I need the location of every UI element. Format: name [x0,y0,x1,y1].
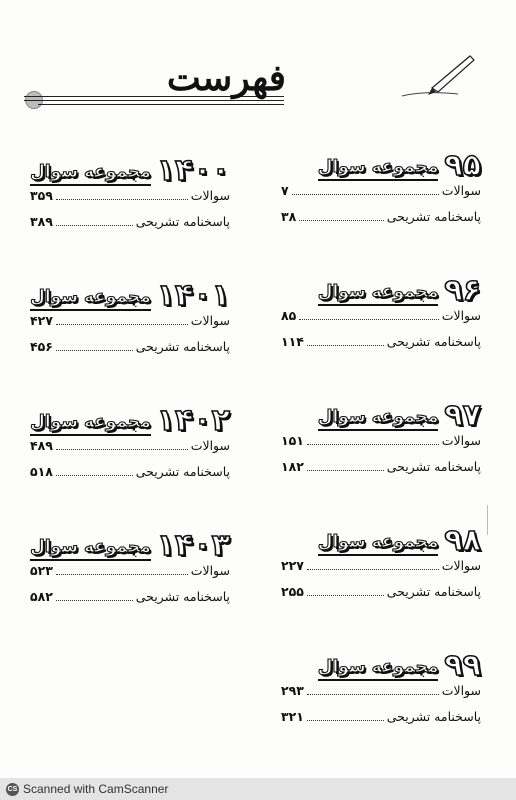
dot-leader [56,323,188,325]
entry-label: پاسخنامه تشریحی [135,214,230,229]
dot-leader [299,219,383,221]
entry-page: ۱۵۱ [281,433,304,448]
entry-page: ۳۸۹ [30,214,53,229]
camscanner-logo-icon: CS [6,783,19,796]
toc-right-column [281,145,481,770]
dot-leader [299,318,438,320]
toc-section [30,150,230,238]
page-edge-mark [487,505,488,535]
section-number: ۱۴۰۱ [156,278,230,313]
entry-label: سوالات [441,558,481,573]
scanner-footer [0,778,516,800]
section-number: ۹۶ [444,273,481,308]
entry-page: ۱۸۲ [281,459,304,474]
toc-entry[interactable] [281,209,481,233]
entry-page: ۳۲۱ [281,709,304,724]
entry-page: ۳۸ [281,209,297,224]
entry-label: پاسخنامه تشریحی [386,709,481,724]
dot-leader [307,594,384,596]
entry-label: سوالات [441,308,481,323]
entry-label: سوالات [441,433,481,448]
toc-section [281,395,481,483]
toc-entry[interactable] [281,584,481,608]
dot-leader [307,719,384,721]
entry-label: پاسخنامه تشریحی [386,584,481,599]
entry-page: ۵۸۲ [30,589,53,604]
toc-entry[interactable] [30,339,230,363]
dot-leader [56,349,133,351]
toc-left-column [30,150,230,650]
section-title: مجموعه سوال [318,159,439,181]
entry-page: ۲۲۷ [281,558,304,573]
toc-section [281,270,481,358]
toc-section [30,275,230,363]
entry-page: ۳۵۹ [30,188,53,203]
entry-page: ۴۸۹ [30,438,53,453]
toc-section [281,145,481,233]
entry-label: سوالات [441,183,481,198]
toc-entry[interactable] [30,589,230,613]
entry-label: پاسخنامه تشریحی [386,459,481,474]
section-title: مجموعه سوال [30,164,151,186]
section-number: ۱۴۰۰ [156,153,230,188]
dot-leader [307,693,439,695]
section-number: ۱۴۰۳ [156,528,230,563]
toc-entry[interactable] [281,709,481,733]
header-rule [24,100,284,102]
dot-leader [56,198,188,200]
dot-leader [56,573,188,575]
section-number: ۹۵ [444,148,481,183]
scanner-watermark-text: Scanned with CamScanner [23,782,169,796]
entry-page: ۵۲۳ [30,563,53,578]
section-title: مجموعه سوال [30,539,151,561]
toc-entry[interactable] [30,563,230,587]
entry-page: ۷ [281,183,289,198]
toc-entry[interactable] [30,438,230,462]
section-title: مجموعه سوال [318,659,439,681]
section-number: ۹۸ [444,523,481,558]
toc-section [30,525,230,613]
dot-leader [307,568,439,570]
dot-leader [56,224,133,226]
section-number: ۹۹ [444,648,481,683]
page-title: فهرست [166,57,286,99]
entry-page: ۴۲۷ [30,313,53,328]
toc-entry[interactable] [281,558,481,582]
entry-page: ۲۵۵ [281,584,304,599]
toc-entry[interactable] [281,334,481,358]
entry-label: پاسخنامه تشریحی [135,464,230,479]
entry-label: سوالات [190,188,230,203]
entry-label: سوالات [441,683,481,698]
entry-page: ۸۵ [281,308,297,323]
dot-leader [307,443,439,445]
section-number: ۹۷ [444,398,481,433]
toc-entry[interactable] [281,459,481,483]
entry-page: ۱۱۴ [281,334,304,349]
dot-leader [292,193,439,195]
dot-leader [56,448,188,450]
toc-entry[interactable] [281,433,481,457]
toc-entry[interactable] [30,313,230,337]
dot-leader [56,599,133,601]
toc-section [281,645,481,733]
header-rule [38,104,284,106]
dot-leader [307,344,384,346]
toc-section [281,520,481,608]
dot-leader [56,474,133,476]
section-title: مجموعه سوال [318,284,439,306]
toc-entry[interactable] [281,308,481,332]
toc-section [30,400,230,488]
section-title: مجموعه سوال [30,289,151,311]
toc-entry[interactable] [30,464,230,488]
entry-page: ۲۹۳ [281,683,304,698]
toc-entry[interactable] [30,214,230,238]
section-title: مجموعه سوال [30,414,151,436]
entry-label: پاسخنامه تشریحی [135,339,230,354]
entry-page: ۴۵۶ [30,339,53,354]
toc-entry[interactable] [281,683,481,707]
entry-label: سوالات [190,438,230,453]
entry-label: پاسخنامه تشریحی [135,589,230,604]
entry-label: سوالات [190,563,230,578]
dot-leader [307,469,384,471]
section-title: مجموعه سوال [318,534,439,556]
toc-entry[interactable] [281,183,481,207]
section-title: مجموعه سوال [318,409,439,431]
entry-page: ۵۱۸ [30,464,53,479]
toc-entry[interactable] [30,188,230,212]
pen-icon [398,48,478,103]
section-number: ۱۴۰۲ [156,403,230,438]
entry-label: سوالات [190,313,230,328]
entry-label: پاسخنامه تشریحی [386,209,481,224]
entry-label: پاسخنامه تشریحی [386,334,481,349]
